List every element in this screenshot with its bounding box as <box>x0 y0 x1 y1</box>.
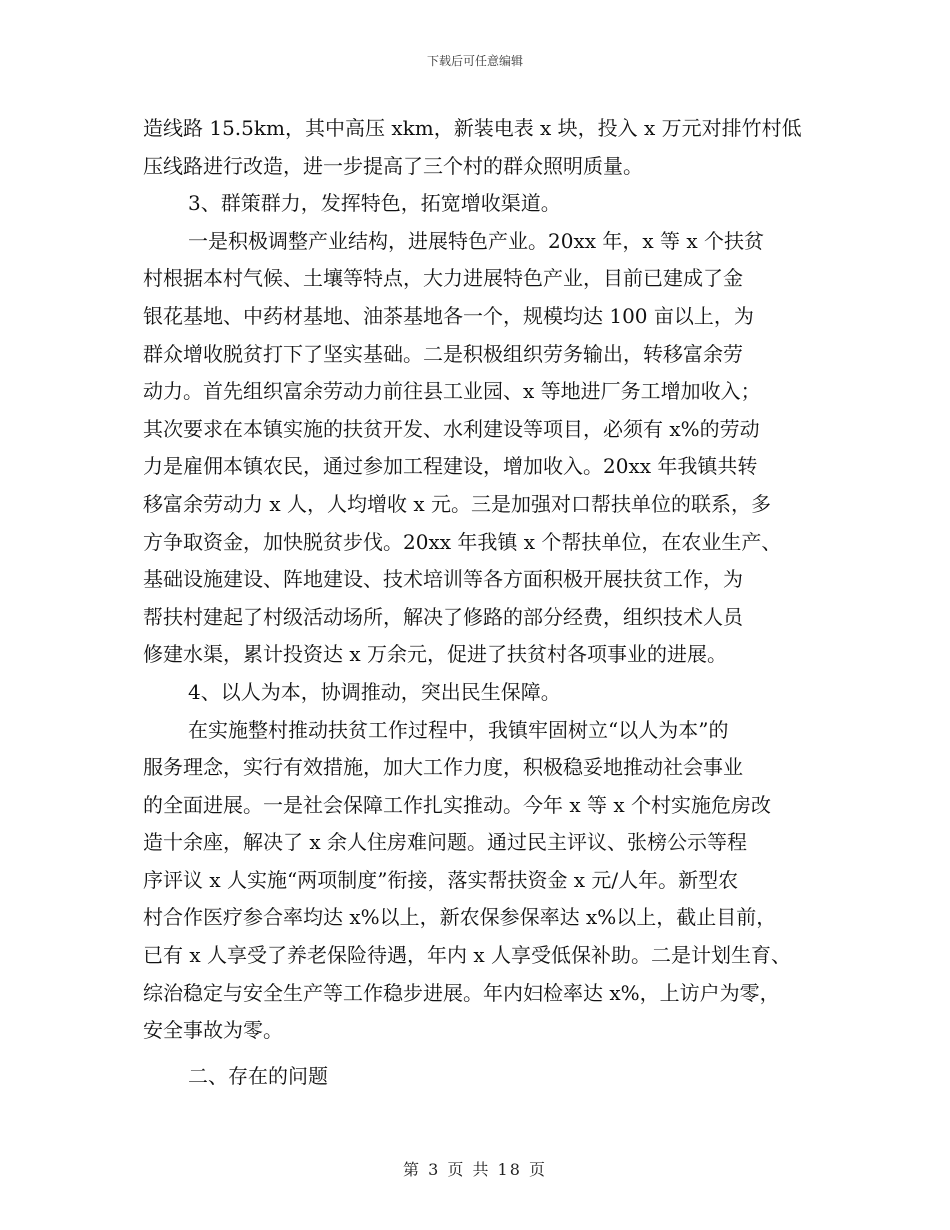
text-line: 动力。首先组织富余劳动力前往县工业园、x 等地进厂务工增加收入； <box>143 379 761 404</box>
section-heading: 4、以人为本，协调推动，突出民生保障。 <box>188 679 561 704</box>
page-number: 第 3 页 共 18 页 <box>403 1160 547 1179</box>
text-line: 综治稳定与安全生产等工作稳步进展。年内妇检率达 x%，上访户为零， <box>143 980 780 1005</box>
text-line: 压线路进行改造，进一步提高了三个村的群众照明质量。 <box>143 153 643 178</box>
text-line: 村合作医疗参合率均达 x%以上，新农保参保率达 x%以上，截止目前， <box>143 905 777 930</box>
document-body <box>143 110 813 1095</box>
text-line: 序评议 x 人实施“两项制度”衔接，落实帮扶资金 x 元/人年。新型农 <box>143 867 739 892</box>
text-line: 方争取资金，加快脱贫步伐。20xx 年我镇 x 个帮扶单位，在农业生产、 <box>143 529 782 554</box>
text-line: 银花基地、中药材基地、油茶基地各一个，规模均达 100 亩以上，为 <box>143 303 754 328</box>
text-line: 修建水渠，累计投资达 x 万余元，促进了扶贫村各项事业的进展。 <box>143 642 727 667</box>
text-line: 已有 x 人享受了养老保险待遇，年内 x 人享受低保补助。二是计划生育、 <box>143 943 791 968</box>
section-heading: 二、存在的问题 <box>188 1063 328 1088</box>
text-line: 一是积极调整产业结构，进展特色产业。20xx 年，x 等 x 个扶贫 <box>188 228 764 253</box>
text-line: 帮扶村建起了村级活动场所，解决了修路的部分经费，组织技术人员 <box>143 604 743 629</box>
text-line: 基础设施建设、阵地建设、技术培训等各方面积极开展扶贫工作，为 <box>143 567 743 592</box>
text-line: 服务理念，实行有效措施，加大工作力度，积极稳妥地推动社会事业 <box>143 755 743 780</box>
page-header-note: 下载后可任意编辑 <box>426 54 523 68</box>
text-line: 其次要求在本镇实施的扶贫开发、水利建设等项目，必须有 x%的劳动 <box>143 416 760 441</box>
text-line: 群众增收脱贫打下了坚实基础。二是积极组织劳务输出，转移富余劳 <box>143 341 743 366</box>
text-line: 安全事故为零。 <box>143 1018 283 1043</box>
text-line: 移富余劳动力 x 人，人均增收 x 元。三是加强对口帮扶单位的联系，多 <box>143 491 771 516</box>
text-line: 的全面进展。一是社会保障工作扎实推动。今年 x 等 x 个村实施危房改 <box>143 792 771 817</box>
text-line: 村根据本村气候、土壤等特点，大力进展特色产业，目前已建成了金 <box>143 266 743 291</box>
paragraph-spacer <box>143 1050 813 1058</box>
text-line: 在实施整村推动扶贫工作过程中，我镇牢固树立“以人为本”的 <box>188 717 729 742</box>
text-line: 造十余座，解决了 x 余人住房难问题。通过民主评议、张榜公示等程 <box>143 830 747 855</box>
section-heading: 3、群策群力，发挥特色，拓宽增收渠道。 <box>188 191 561 216</box>
text-line: 造线路 15.5km，其中高压 xkm，新装电表 x 块，投入 x 万元对排竹村低 <box>143 116 802 140</box>
text-line: 力是雇佣本镇农民，通过参加工程建设，增加收入。20xx 年我镇共转 <box>143 454 758 479</box>
